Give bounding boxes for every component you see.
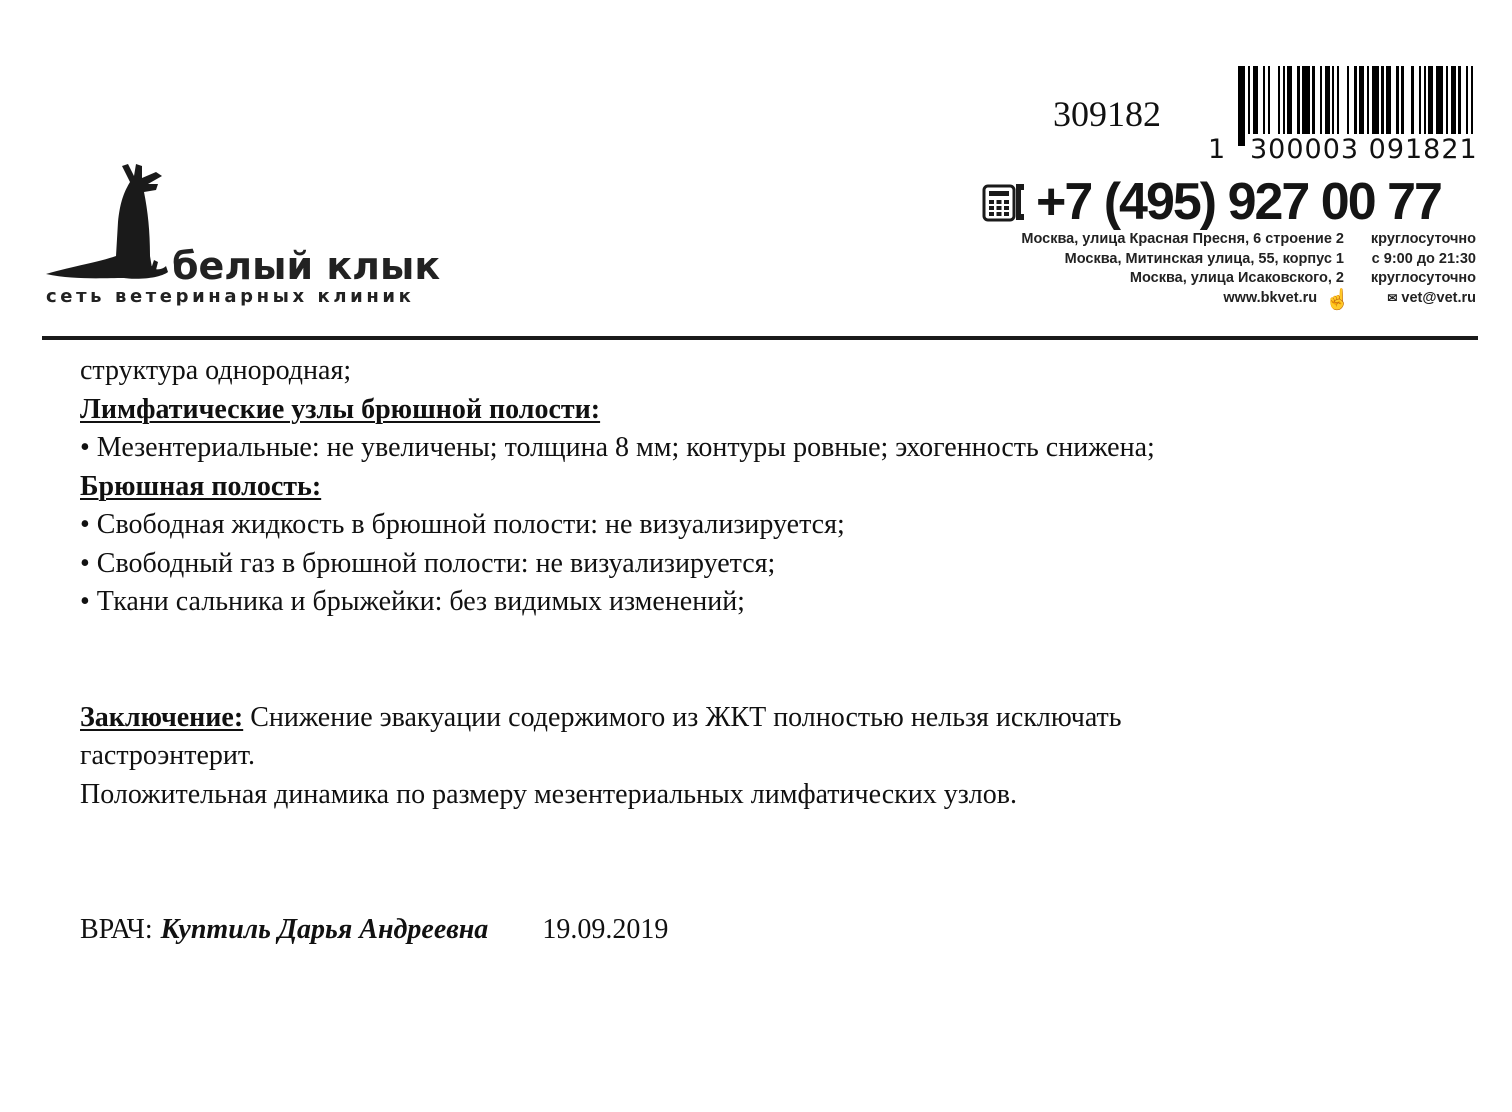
email-link[interactable]: vet@vet.ru	[1401, 289, 1476, 306]
header-divider	[42, 336, 1478, 340]
brand-tagline: сеть ветеринарных клиник	[46, 286, 415, 307]
hours: с 9:00 до 21:30	[1371, 250, 1476, 267]
clinic-addresses	[1021, 230, 1476, 309]
conclusion-text: Снижение эвакуации содержимого из ЖКТ полностью нельзя исключать гастроэнтерит.	[80, 701, 1122, 771]
abdomen-heading: Брюшная полость:	[80, 470, 322, 502]
phone-calculator-icon	[982, 180, 1026, 224]
email-block	[1358, 289, 1476, 309]
address: Москва, улица Исаковского, 2	[1129, 270, 1344, 286]
pointer-hand-icon: ☝	[1325, 288, 1350, 311]
report-line: • Свободный газ в брюшной полости: не визуализируется;	[80, 547, 776, 579]
barcode-bar	[1238, 66, 1245, 146]
report-line: • Свободная жидкость в брюшной полости: не визуализируется;	[80, 509, 845, 540]
lymph-nodes-heading: Лимфатические узлы брюшной полости:	[80, 393, 601, 425]
report-line: • Ткани сальника и брыжейки: без видимых изменений;	[80, 586, 745, 617]
hours: круглосуточно	[1370, 231, 1476, 247]
address: Москва, Митинская улица, 55, корпус 1	[1064, 250, 1344, 267]
conclusion-extra: Положительная динамика по размеру мезентериальных лимфатических узлов.	[80, 778, 1018, 810]
doctor-label: ВРАЧ:	[80, 914, 153, 945]
conclusion	[80, 699, 1290, 776]
report-line: • Мезентериальные: не увеличены; толщина 8 мм; контуры ровные; эхогенность снижена;	[80, 432, 1155, 463]
document-number: 309182	[1053, 94, 1161, 134]
barcode-lead-digit: 1	[1208, 134, 1226, 165]
website-link[interactable]: www.bkvet.ru	[1223, 289, 1318, 306]
phone-number: +7 (495) 927 00 77	[1036, 173, 1441, 231]
address-row	[1021, 250, 1476, 270]
phone-block	[982, 173, 1441, 231]
report-date: 19.09.2019	[542, 914, 669, 945]
address-row	[1021, 269, 1476, 289]
conclusion-label: Заключение:	[80, 701, 244, 733]
barcode-digits: 300003 091821	[1250, 134, 1478, 165]
doctor-signature	[80, 911, 1460, 950]
brand-name: белый клык	[172, 244, 441, 288]
contact-row	[1021, 289, 1476, 309]
hours: круглосуточно	[1370, 270, 1476, 286]
report-body	[80, 352, 1460, 950]
report-line: структура однородная;	[80, 355, 352, 386]
envelope-icon: ✉	[1387, 290, 1398, 305]
doctor-name: Куптиль Дарья Андреевна	[160, 914, 489, 945]
address-row	[1021, 230, 1476, 250]
address: Москва, улица Красная Пресня, 6 строение 2	[1021, 231, 1344, 247]
